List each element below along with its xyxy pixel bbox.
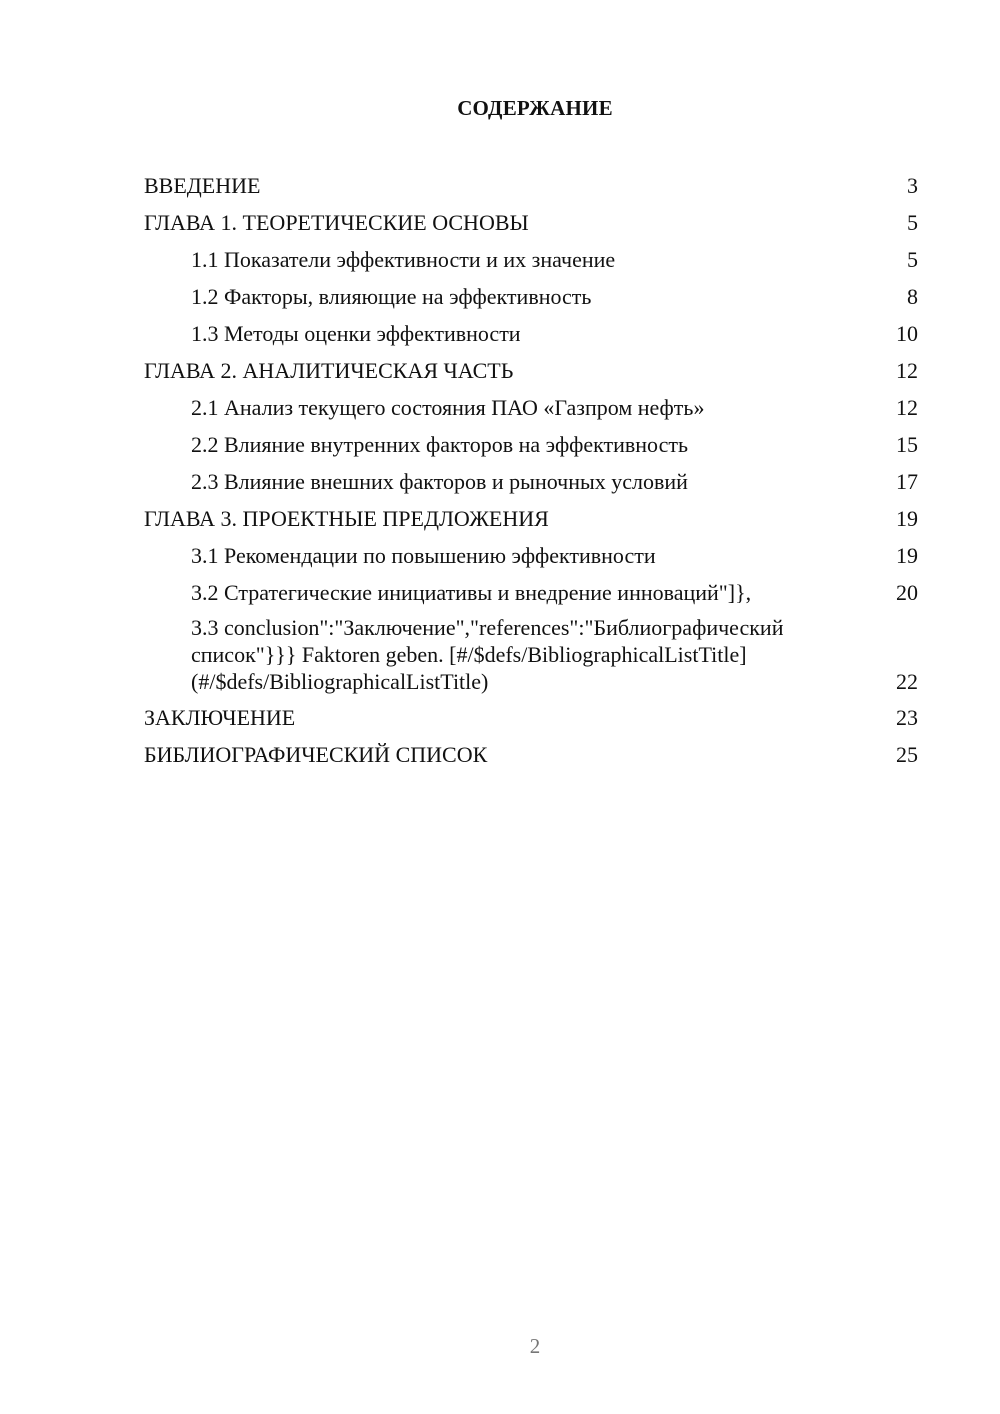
toc-entry-text: 3.1 Рекомендации по повышению эффективности bbox=[191, 543, 656, 568]
toc-entry-text: 3.2 Стратегические инициативы и внедрение инноваций"]}, bbox=[191, 580, 752, 605]
table-of-contents bbox=[144, 168, 918, 774]
toc-entry-page: 22 bbox=[896, 669, 918, 694]
toc-entry-section-1-3[interactable] bbox=[144, 316, 918, 353]
toc-entry-text: ВВЕДЕНИЕ bbox=[144, 173, 261, 198]
toc-entry-page: 12 bbox=[896, 358, 918, 383]
toc-entry-chapter-1[interactable] bbox=[144, 205, 918, 242]
toc-entry-conclusion[interactable] bbox=[144, 700, 918, 737]
toc-entry-section-3-2[interactable] bbox=[144, 575, 918, 612]
toc-entry-text: ГЛАВА 3. ПРОЕКТНЫЕ ПРЕДЛОЖЕНИЯ bbox=[144, 506, 549, 531]
toc-entry-section-2-1[interactable] bbox=[144, 390, 918, 427]
toc-entry-section-1-1[interactable] bbox=[144, 242, 918, 279]
toc-entry-page: 15 bbox=[896, 432, 918, 457]
toc-entry-page: 12 bbox=[896, 395, 918, 420]
toc-entry-text: ГЛАВА 2. АНАЛИТИЧЕСКАЯ ЧАСТЬ bbox=[144, 358, 514, 383]
page-number: 2 bbox=[529, 1334, 541, 1358]
toc-entry-section-2-2[interactable] bbox=[144, 427, 918, 464]
toc-entry-text: 1.3 Методы оценки эффективности bbox=[191, 321, 521, 346]
toc-entry-page: 19 bbox=[896, 506, 918, 531]
toc-entry-page: 3 bbox=[907, 173, 918, 198]
toc-entry-page: 10 bbox=[896, 321, 918, 346]
toc-entry-page: 17 bbox=[896, 469, 918, 494]
toc-entry-chapter-3[interactable] bbox=[144, 501, 918, 538]
toc-entry-text: 2.2 Влияние внутренних факторов на эффективность bbox=[191, 432, 689, 457]
toc-entry-page: 5 bbox=[907, 247, 918, 272]
toc-entry-text: 1.1 Показатели эффективности и их значение bbox=[191, 247, 616, 272]
toc-entry-section-3-1[interactable] bbox=[144, 538, 918, 575]
toc-entry-text: 2.1 Анализ текущего состояния ПАО «Газпром нефть» bbox=[191, 395, 705, 420]
toc-entry-text: ЗАКЛЮЧЕНИЕ bbox=[144, 705, 296, 730]
toc-entry-page: 8 bbox=[907, 284, 918, 309]
toc-entry-page: 25 bbox=[896, 742, 918, 767]
toc-entry-text: 2.3 Влияние внешних факторов и рыночных условий bbox=[191, 469, 688, 494]
toc-entry-section-1-2[interactable] bbox=[144, 279, 918, 316]
toc-entry-section-3-3[interactable] bbox=[144, 614, 918, 700]
toc-entry-section-2-3[interactable] bbox=[144, 464, 918, 501]
toc-entry-page: 5 bbox=[907, 210, 918, 235]
toc-entry-bibliography[interactable] bbox=[144, 737, 918, 774]
toc-entry-text: БИБЛИОГРАФИЧЕСКИЙ СПИСОК bbox=[144, 742, 488, 767]
toc-entry-page: 23 bbox=[896, 705, 918, 730]
toc-entry-page: 19 bbox=[896, 543, 918, 568]
toc-entry-text: ГЛАВА 1. ТЕОРЕТИЧЕСКИЕ ОСНОВЫ bbox=[144, 210, 529, 235]
toc-entry-page: 20 bbox=[896, 580, 918, 605]
toc-entry-text: 1.2 Факторы, влияющие на эффективность bbox=[191, 284, 592, 309]
toc-entry-text: 3.3 conclusion":"Заключение","references":"Библиографический список"}}} Faktoren geben. [#/$defs/BibliographicalListTitle](#/$defs/BibliographicalListTitle) bbox=[191, 615, 784, 694]
toc-entry-chapter-2[interactable] bbox=[144, 353, 918, 390]
page-title: СОДЕРЖАНИЕ bbox=[457, 96, 613, 120]
toc-entry-introduction[interactable] bbox=[144, 168, 918, 205]
